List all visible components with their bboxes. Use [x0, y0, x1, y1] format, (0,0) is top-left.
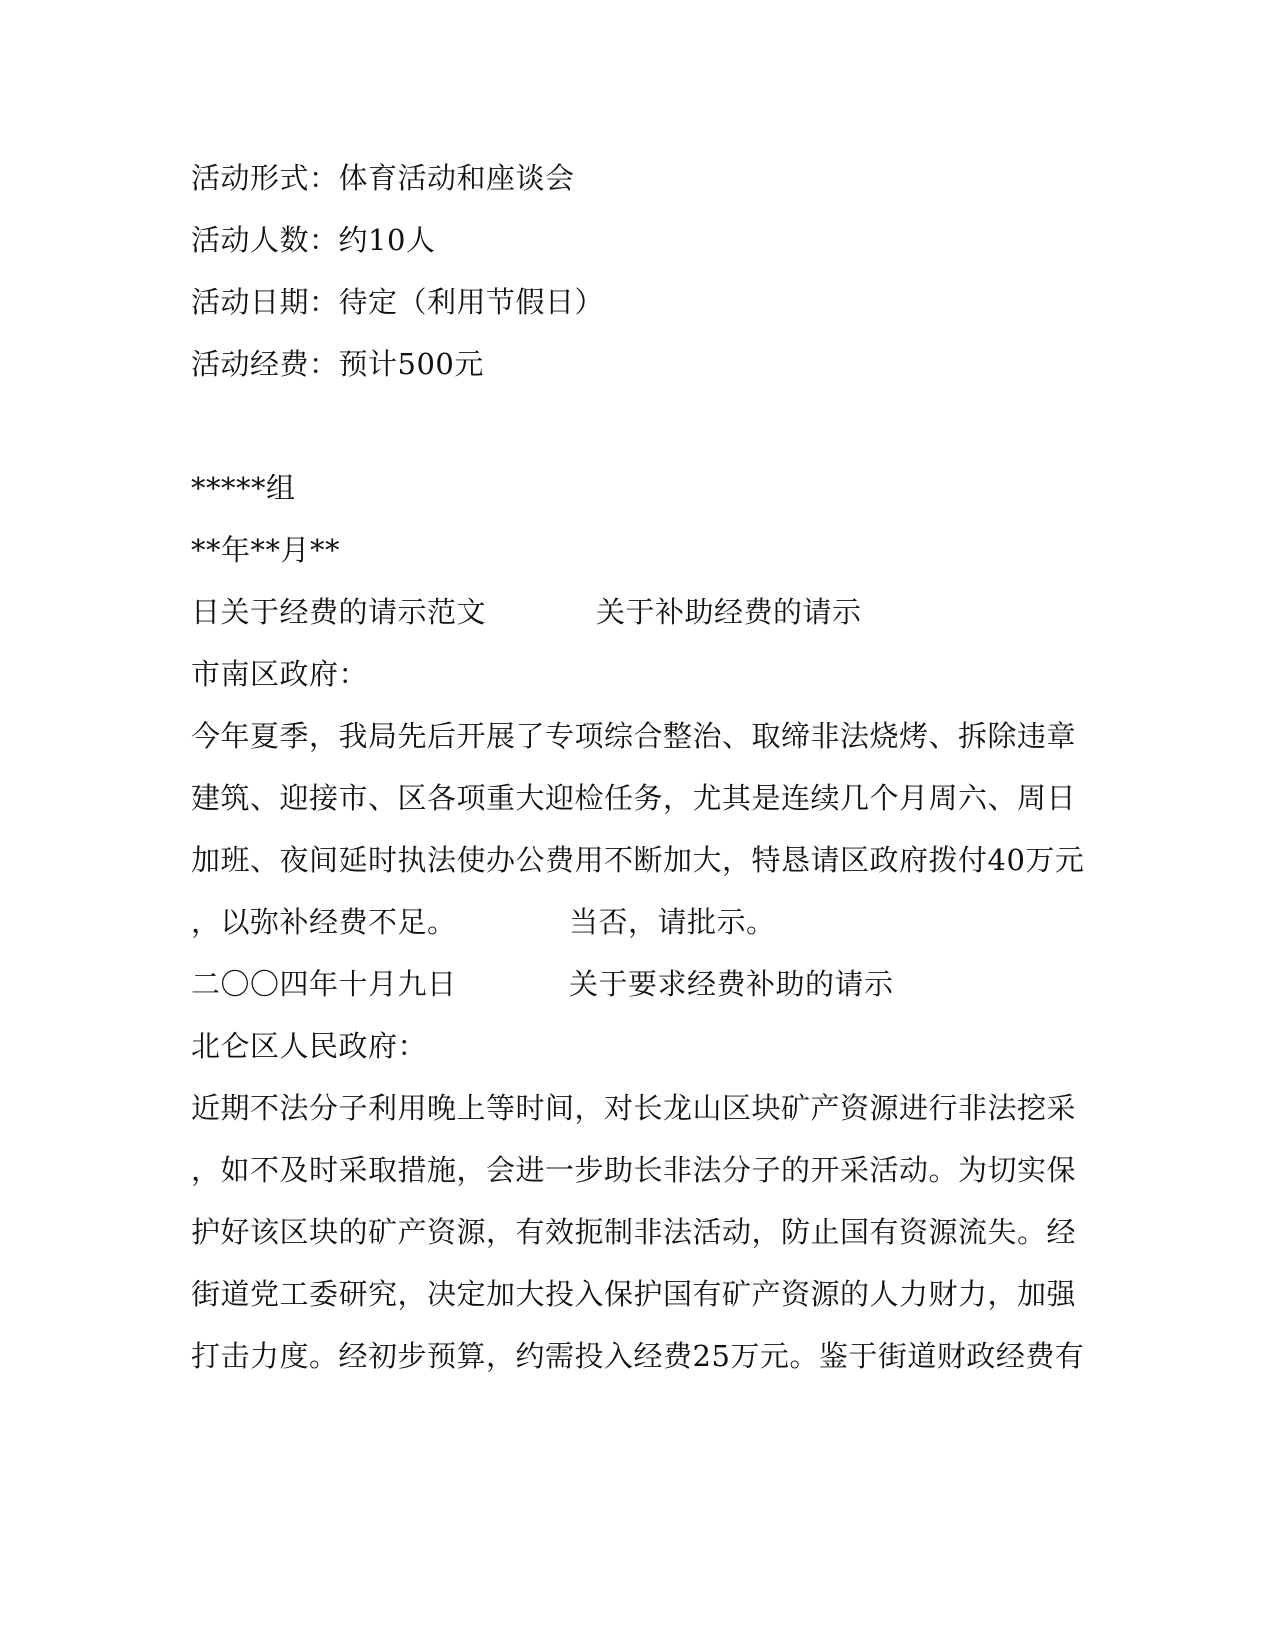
doc1-last-left: ，以弥补经费不足。	[191, 905, 457, 939]
doc1-body-line: 加班、夜间延时执法使办公费用不断加大，特恳请区政府拨付40万元	[191, 843, 1085, 877]
activity-budget: 活动经费：预计500元	[191, 347, 484, 381]
doc2-body-line: 打击力度。经初步预算，约需投入经费25万元。鉴于街道财政经费有	[191, 1339, 1085, 1373]
activity-date: 活动日期：待定（利用节假日）	[191, 285, 605, 319]
doc2-heading-row	[191, 964, 1051, 1004]
doc1-heading-row	[191, 592, 1051, 632]
signature-group: *****组	[191, 471, 296, 505]
doc2-body-line: 近期不法分子利用晚上等时间，对长龙山区块矿产资源进行非法挖采	[191, 1091, 1077, 1125]
doc1-heading-right: 关于补助经费的请示	[596, 595, 862, 629]
signature-date: **年**月**	[191, 533, 341, 567]
doc2-body-line: ，如不及时采取措施，会进一步助长非法分子的开采活动。为切实保	[191, 1153, 1077, 1187]
activity-people: 活动人数：约10人	[191, 223, 436, 257]
doc2-heading: 关于要求经费补助的请示	[569, 967, 894, 1001]
doc2-body-line: 街道党工委研究，决定加大投入保护国有矿产资源的人力财力，加强	[191, 1277, 1077, 1311]
doc1-heading-left: 日关于经费的请示范文	[191, 595, 487, 629]
doc2-body-line: 护好该区块的矿产资源，有效扼制非法活动，防止国有资源流失。经	[191, 1215, 1077, 1249]
doc1-body-line: 建筑、迎接市、区各项重大迎检任务，尤其是连续几个月周六、周日	[191, 781, 1077, 815]
doc1-body-line: 今年夏季，我局先后开展了专项综合整治、取缔非法烧烤、拆除违章	[191, 719, 1077, 753]
doc1-addressee: 市南区政府：	[191, 657, 369, 691]
doc2-date: 二〇〇四年十月九日	[191, 967, 457, 1001]
doc1-last-row	[191, 902, 1051, 942]
doc2-addressee: 北仑区人民政府：	[191, 1029, 428, 1063]
doc1-approval-request: 当否，请批示。	[569, 905, 776, 939]
activity-form: 活动形式：体育活动和座谈会	[191, 161, 575, 195]
